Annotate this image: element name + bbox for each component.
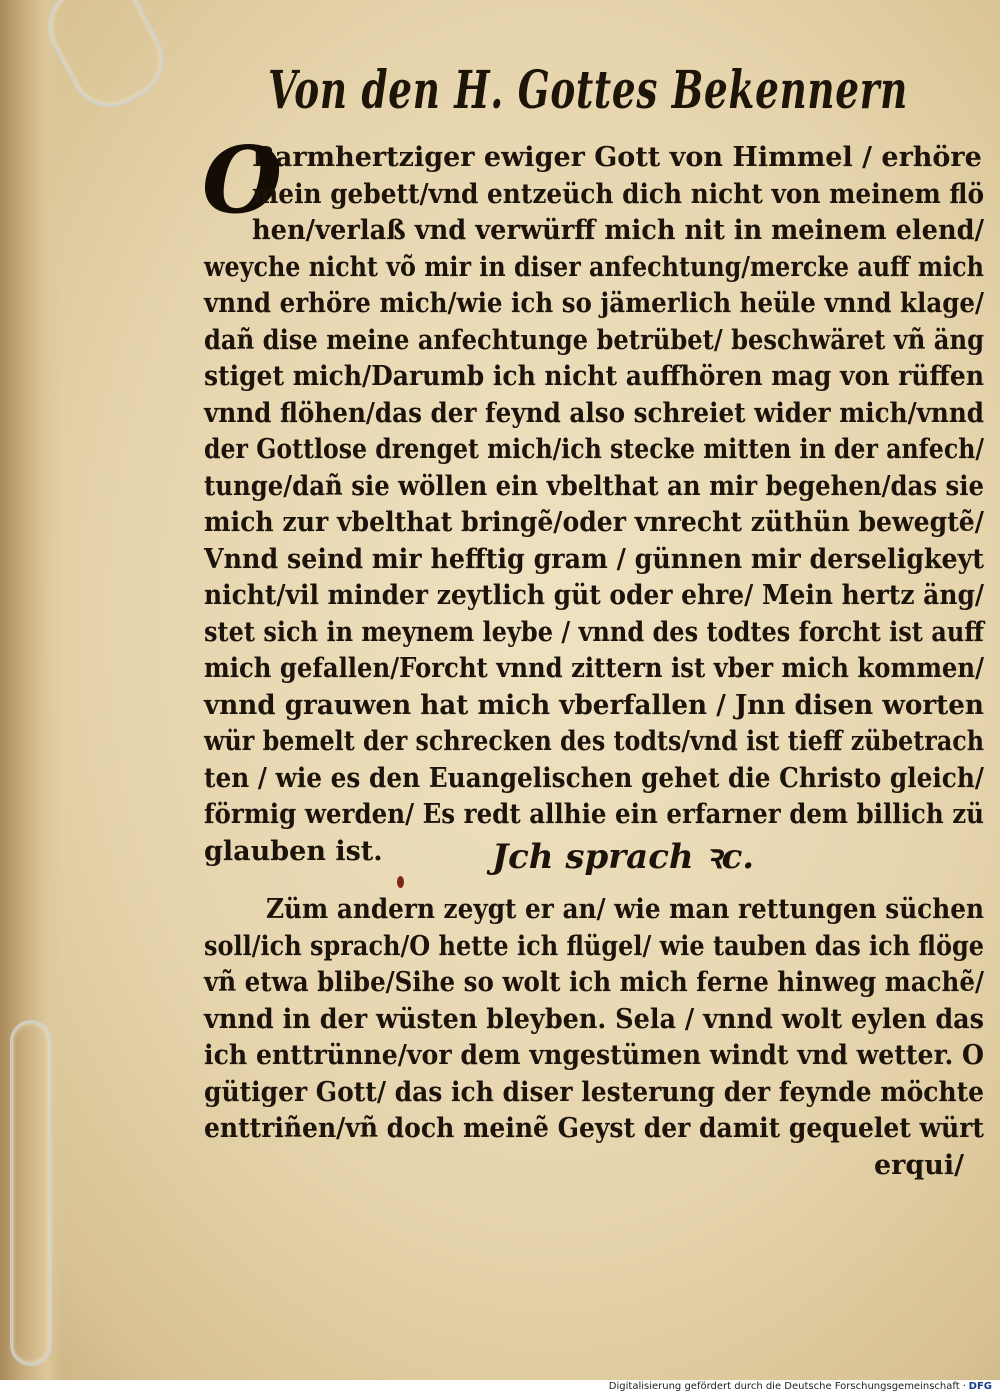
text-line: weyche nicht võ mir in diser anfechtung/mercke auff mich xyxy=(204,251,984,283)
text-line: vnnd grauwen hat mich vberfallen / Jnn disen worten xyxy=(204,689,984,721)
text-line: hen/verlaß vnd verwürff mich nit in meinem elend/ xyxy=(252,215,984,246)
text-line: förmig werden/ Es redt allhie ein erfarner dem billich zü xyxy=(204,799,984,830)
text-line: der Gottlose drenget mich/ich stecke mitten in der anfech/ xyxy=(204,434,985,465)
text-line: dañ dise meine anfechtunge betrübet/ beschwäret vñ äng xyxy=(204,324,984,356)
running-headline: Von den H. Gottes Bekennern xyxy=(268,60,909,121)
text-line: vnnd erhöre mich/wie ich so jämerlich heüle vnnd klage/ xyxy=(204,288,984,319)
paragraph-1 xyxy=(202,126,985,870)
text-line: Züm andern zeygt er an/ wie man rettungen süchen xyxy=(266,894,984,925)
text-line: mich gefallen/Forcht vnnd zittern ist vber mich kommen/ xyxy=(204,653,984,684)
text-line: mein gebett/vnd entzeüch dich nicht von meinem flö xyxy=(252,178,985,210)
dfg-logo-icon: DFG xyxy=(968,1381,992,1392)
text-line: soll/ich sprach/O hette ich flügel/ wie tauben das ich flöge xyxy=(204,930,985,962)
section-heading: Jch sprach ꝛc. xyxy=(492,837,755,877)
text-line: wür bemelt der schrecken des todts/vnd ist tieff zübetrach xyxy=(204,726,985,757)
text-line: Barmhertziger ewiger Gott von Himmel / erhöre xyxy=(252,142,982,173)
text-line: enttriñen/vñ doch meinẽ Geyst der damit gequelet würt xyxy=(204,1113,984,1144)
text-line: stet sich in meynem leybe / vnnd des todtes forcht ist auff xyxy=(204,616,985,648)
drop-cap: O xyxy=(202,126,283,234)
text-line: glauben ist. xyxy=(204,835,383,867)
text-line: vnnd flöhen/das der feynd also schreiet wider mich/vnnd xyxy=(204,397,985,429)
text-line: gütiger Gott/ das ich diser lesterung der feynde möchte xyxy=(204,1076,985,1108)
page-clip-bottom xyxy=(10,1020,52,1366)
text-line: ich enttrünne/vor dem vngestümen windt vnd wetter. O xyxy=(204,1040,984,1071)
text-line: mich zur vbelthat bringẽ/oder vnrecht züthün bewegtẽ/ xyxy=(204,507,984,538)
text-line: tunge/dañ sie wöllen ein vbelthat an mir begehen/das sie xyxy=(204,470,985,502)
text-line: vnnd in der wüsten bleyben. Sela / vnnd wolt eylen das xyxy=(204,1003,985,1035)
text-line: Vnnd seind mir hefftig gram / günnen mir derseligkeyt xyxy=(204,543,985,575)
text-line: nicht/vil minder zeytlich güt oder ehre/ Mein hertz äng/ xyxy=(204,580,984,611)
ink-spot xyxy=(397,876,404,888)
paragraph-2 xyxy=(204,892,984,1184)
text-line: ten / wie es den Euangelischen gehet die Christo gleich/ xyxy=(204,762,984,794)
funding-credit: Digitalisierung gefördert durch die Deutsche Forschungsgemeinschaft · xyxy=(608,1381,966,1392)
text-line: vñ etwa blibe/Sihe so wolt ich mich ferne hinweg machẽ/ xyxy=(204,967,984,998)
catchword: erqui/ xyxy=(873,1149,964,1181)
text-line: stiget mich/Darumb ich nicht auffhören mag von rüffen xyxy=(204,361,984,392)
